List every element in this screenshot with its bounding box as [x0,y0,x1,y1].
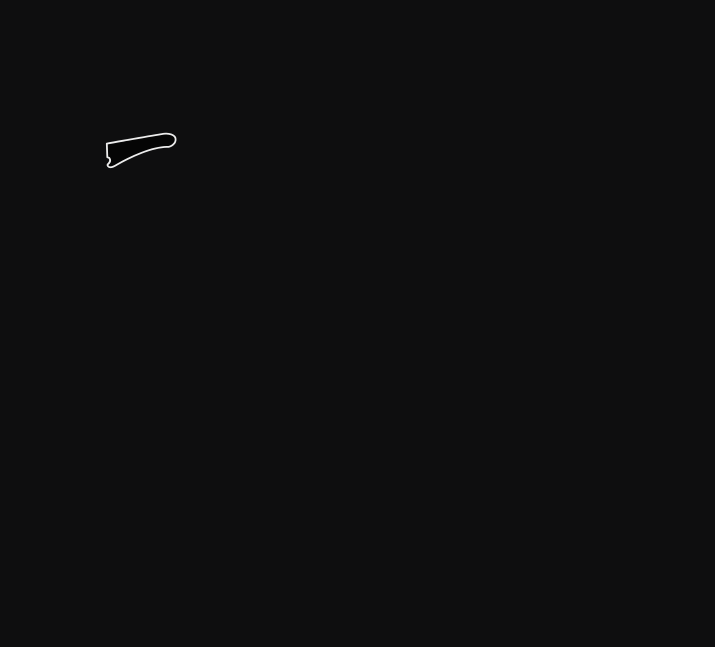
flag-doodle-shape [107,134,176,168]
